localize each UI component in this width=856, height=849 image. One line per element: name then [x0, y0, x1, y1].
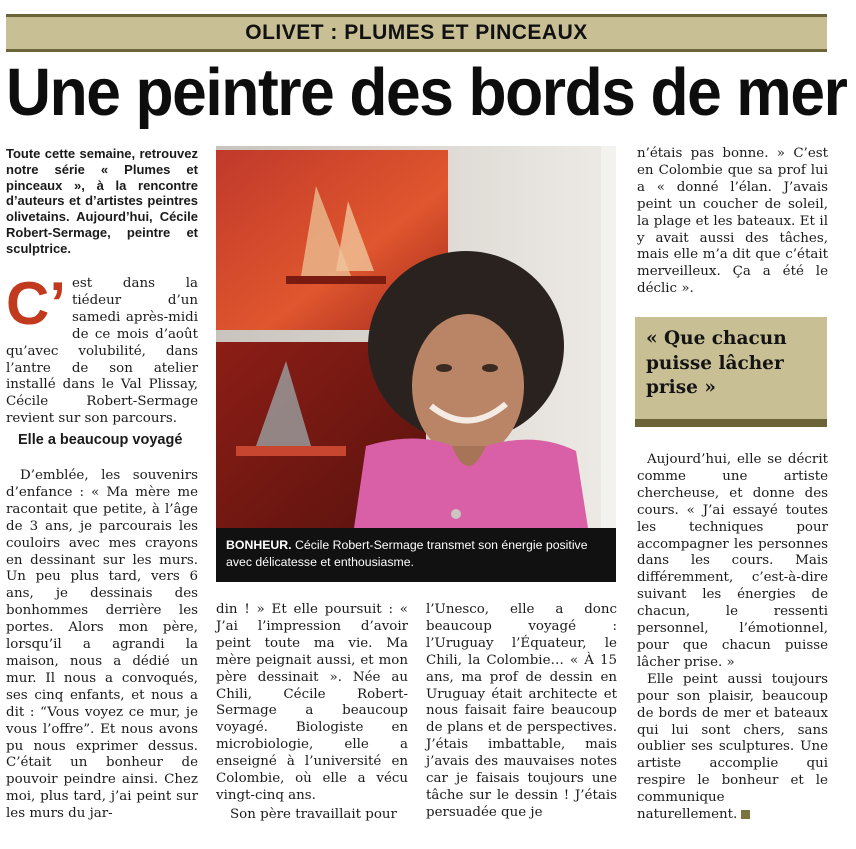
article-lead [6, 270, 198, 428]
column-4-paragraph-3 [637, 672, 828, 824]
section-banner-text: OLIVET : PLUMES ET PINCEAUX [245, 21, 588, 44]
column-4-top [637, 146, 828, 298]
pull-quote-text: « Que chacun puisse lâcher prise » [646, 328, 787, 398]
artist-photo [216, 146, 616, 528]
caption-label: BONHEUR. [226, 538, 292, 552]
drop-cap: C’ [6, 270, 66, 337]
pull-quote [635, 317, 827, 427]
column-3-paragraph: l’Unesco, elle a donc beaucoup voyagé : l’Uruguay l’Équateur, le Chili, la Colombie… « À 15 ans, ma prof de dessin en Uruguay était architecte et nous faisait faire beaucoup de plans et de perspectives. J’étais imbattable, mais j’avais des mauvaises notes car je faisais toujours une tâche sur le dessin ! J’étais persuadée que je [426, 602, 617, 820]
column-2-paragraph-2: Son père travaillait pour [230, 806, 397, 822]
column-4-paragraph-1: n’étais pas bonne. » C’est en Colombie que sa prof lui a « donné l’élan. J’avais peint un coucher de soleil, la plage et les bateaux. Et il y avait aussi des tâches, mais elle m’a dit que c’était merveilleux. Ça a été le déclic ». [637, 146, 828, 297]
article-headline: Une peintre des bords de mer [6, 55, 847, 130]
artist-photo-illustration [216, 146, 616, 528]
end-of-article-icon [741, 810, 750, 819]
caption-text: Cécile Robert-Sermage transmet son énergie positive avec délicatesse et enthousiasme. [226, 538, 588, 569]
column-4-paragraph-3-text: Elle peint aussi toujours pour son plaisir, beaucoup de bords de mer et bateaux qui lui sont chers, sans oublier ses sculptures. Une artiste accomplie qui respire le bonheur et le communique naturellement. [637, 671, 828, 823]
article-subhead: Elle a beaucoup voyagé [18, 432, 183, 448]
article-intro: Toute cette semaine, retrouvez notre série « Plumes et pinceaux », à la rencontre d’auteurs et d’artistes peintres olivetains. Aujourd’hui, Cécile Robert-Sermage, peintre et sculptrice. [6, 146, 198, 256]
column-2-paragraph-1: din ! » Et elle poursuit : « J’ai l’impression d’avoir peint toute ma vie. Ma mère peignait aussi, et mon père dessinait ». Née au Chili, Cécile Robert-Sermage a beaucoup voyagé. Biologiste en microbiologie, elle a enseigné à l’université en Colombie, où elle a vécu vingt-cinq ans. [216, 602, 408, 803]
column-4-bottom [637, 452, 828, 824]
column-2-body [216, 602, 408, 824]
section-banner [6, 14, 827, 52]
lead-paragraph: est dans la tiédeur d’un samedi après-midi de ce mois d’août qu’avec volubilité, dans l’antre de son atelier installé dans le Val Plissay, Cécile Robert-Sermage revient sur son parcours. [6, 276, 198, 427]
column-3-body [426, 602, 617, 822]
column-4-paragraph-2: Aujourd’hui, elle se décrit comme une artiste chercheuse, et donne des cours. « J’ai essayé toutes les techniques pour accompagner les personnes dans les cours. Mais différemment, c’est-à-dire suivant les énergies de chacun, le ressenti personnel, l’émotionnel, pour que chacun puisse lâcher prise. » [637, 452, 828, 670]
column-1-paragraph: D’emblée, les souvenirs d’enfance : « Ma mère me racontait que petite, à l’âge de 3 ans, je parcourais les couloirs avec mes crayons en dessinant sur les murs. Un peu plus tard, vers 6 ans, je dessinais des bonhommes derrière les portes. Alors mon père, lorsqu’il a agrandi la maison, nous a dédié un mur. Il nous a convoqués, ses cinq enfants, et nous a dit : “Vous voyez ce mur, je vous l’offre”. Et nous avons pu nous exprimer dessus. C’était un bonheur de pouvoir peindre ainsi. Chez moi, plus tard, j’ai peint sur les murs du jar- [6, 468, 198, 822]
column-1-body [6, 468, 198, 823]
photo-caption [216, 528, 616, 582]
